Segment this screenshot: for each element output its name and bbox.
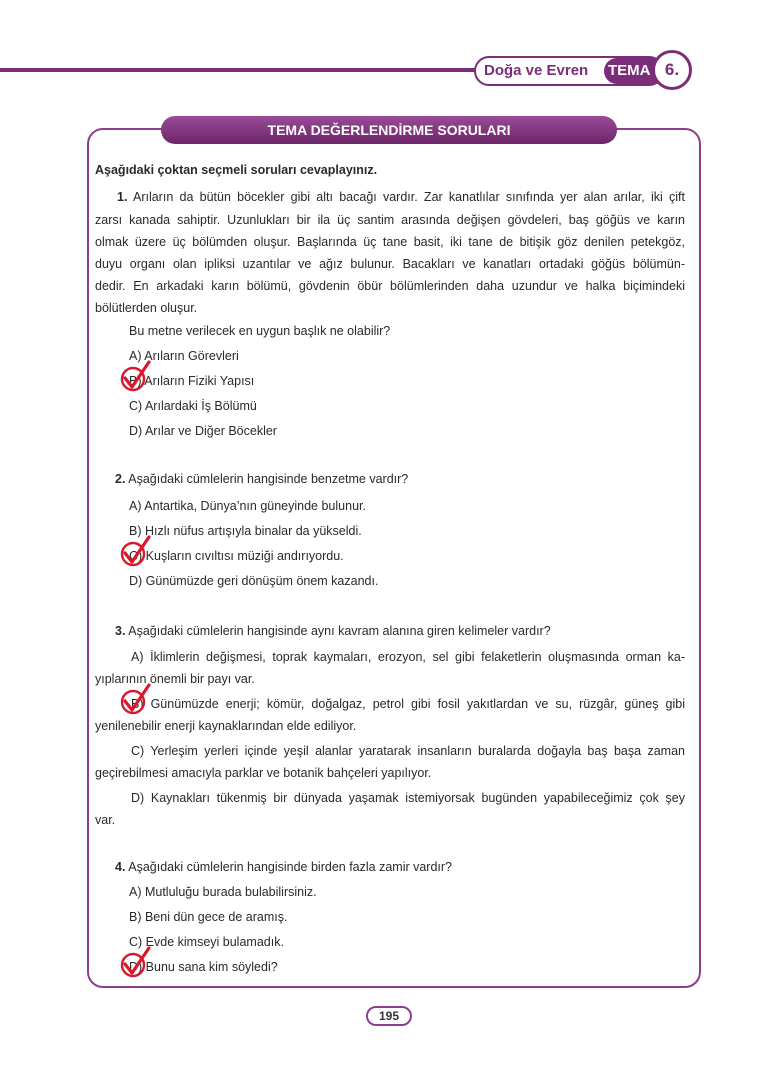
q2-number: 2. (115, 472, 126, 486)
check-mark-icon (118, 683, 152, 717)
q1-passage-line: zarsı kanada sahiptir. Uzunlukları bir ila üç santim arasında değişen gövdeleri, baş göğüs ve karın (95, 213, 685, 227)
check-mark-icon (118, 946, 152, 980)
q4-option-b[interactable]: B) Beni dün gece de aramış. (129, 910, 288, 924)
check-mark-icon (118, 360, 152, 394)
q2-stem: 2. Aşağıdaki cümlelerin hangisinde benzetme vardır? (115, 472, 409, 486)
q3-option-a[interactable]: A) İklimlerin değişmesi, toprak kaymaları, erozyon, sel gibi felaketlerin oluşmasında orman ka- (131, 650, 685, 664)
q3-option-c[interactable]: C) Yerleşim yerleri içinde yeşil alanlar yaratarak insanların buralarda doğayla baş başa zaman (131, 744, 685, 758)
page-title: TEMA DEĞERLENDİRME SORULARI (161, 116, 617, 144)
q4-option-c[interactable]: C) Evde kimseyi bulamadık. (129, 935, 284, 949)
check-mark-icon (118, 535, 152, 569)
q1-number: 1. (117, 190, 128, 204)
q2-option-a[interactable]: A) Antartika, Dünya’nın güneyinde bulunur. (129, 499, 366, 513)
q4-option-a[interactable]: A) Mutluluğu burada bulabilirsiniz. (129, 885, 317, 899)
tema-label: TEMA (604, 58, 662, 84)
q3-stem: 3. Aşağıdaki cümlelerin hangisinde aynı kavram alanına giren kelimeler vardır? (115, 624, 551, 638)
q4-number: 4. (115, 860, 126, 874)
header-rule (0, 68, 480, 72)
q1-option-a[interactable]: A) Arıların Görevleri (129, 349, 239, 363)
q1-option-b[interactable]: B) Arıların Fiziki Yapısı (129, 374, 255, 388)
q1-passage-line: 1. Arıların da bütün böcekler gibi altı bacağı vardır. Zar kanatlılar sınıfında yer alan arılar, iki çift (117, 190, 685, 204)
q2-option-d[interactable]: D) Günümüzde geri dönüşüm önem kazandı. (129, 574, 379, 588)
q1-passage-line: dedir. En arkadaki karın bölümü, gövdenin öbür bölümlerinden daha uzundur ve halka biçimindeki (95, 279, 685, 293)
q1-passage-line: bölütlerden oluşur. (95, 301, 198, 315)
q2-option-c[interactable]: C) Kuşların cıvıltısı müziği andırıyordu. (129, 549, 344, 563)
tema-number: 6. (652, 50, 692, 90)
q4-stem: 4. Aşağıdaki cümlelerin hangisinde birden fazla zamir vardır? (115, 860, 453, 874)
q3-option-a-cont[interactable]: yıplarının önemli bir payı var. (95, 672, 255, 686)
q3-option-d-cont[interactable]: var. (95, 813, 116, 827)
q3-option-c-cont[interactable]: geçirebilmesi amacıyla parklar ve botanik bahçeleri yapılıyor. (95, 766, 432, 780)
q3-number: 3. (115, 624, 126, 638)
q2-option-b[interactable]: B) Hızlı nüfus artışıyla binalar da yükseldi. (129, 524, 362, 538)
q3-option-d[interactable]: D) Kaynakları tükenmiş bir dünyada yaşamak istemiyorsak bugünden yapabileceğimiz çok şey (131, 791, 685, 805)
page-number: 195 (366, 1006, 412, 1026)
instruction: Aşağıdaki çoktan seçmeli soruları cevaplayınız. (95, 163, 378, 177)
q3-option-b-cont[interactable]: yenilenebilir enerji kaynaklarından elde ediliyor. (95, 719, 357, 733)
q1-stem: Bu metne verilecek en uygun başlık ne olabilir? (129, 324, 391, 338)
q1-option-d[interactable]: D) Arılar ve Diğer Böcekler (129, 424, 277, 438)
q4-option-d[interactable]: D) Bunu sana kim söyledi? (129, 960, 278, 974)
q1-passage-line: duyu organı olan ipliksi uzantılar ve ağız bulunur. Bacakları ve kanatları ortadaki göğüs bölümün- (95, 257, 685, 271)
q1-option-c[interactable]: C) Arılardaki İş Bölümü (129, 399, 257, 413)
q1-passage-line: olmak üzere üç bölümden oluşur. Başlarında üç tane basit, iki tane de bitişik göz denilen petekgöz, (95, 235, 685, 249)
q3-option-b[interactable]: B) Günümüzde enerji; kömür, doğalgaz, petrol gibi fosil yakıtlardan ve su, rüzgâr, güneş gibi (131, 697, 685, 711)
section-title: Doğa ve Evren (484, 62, 589, 79)
